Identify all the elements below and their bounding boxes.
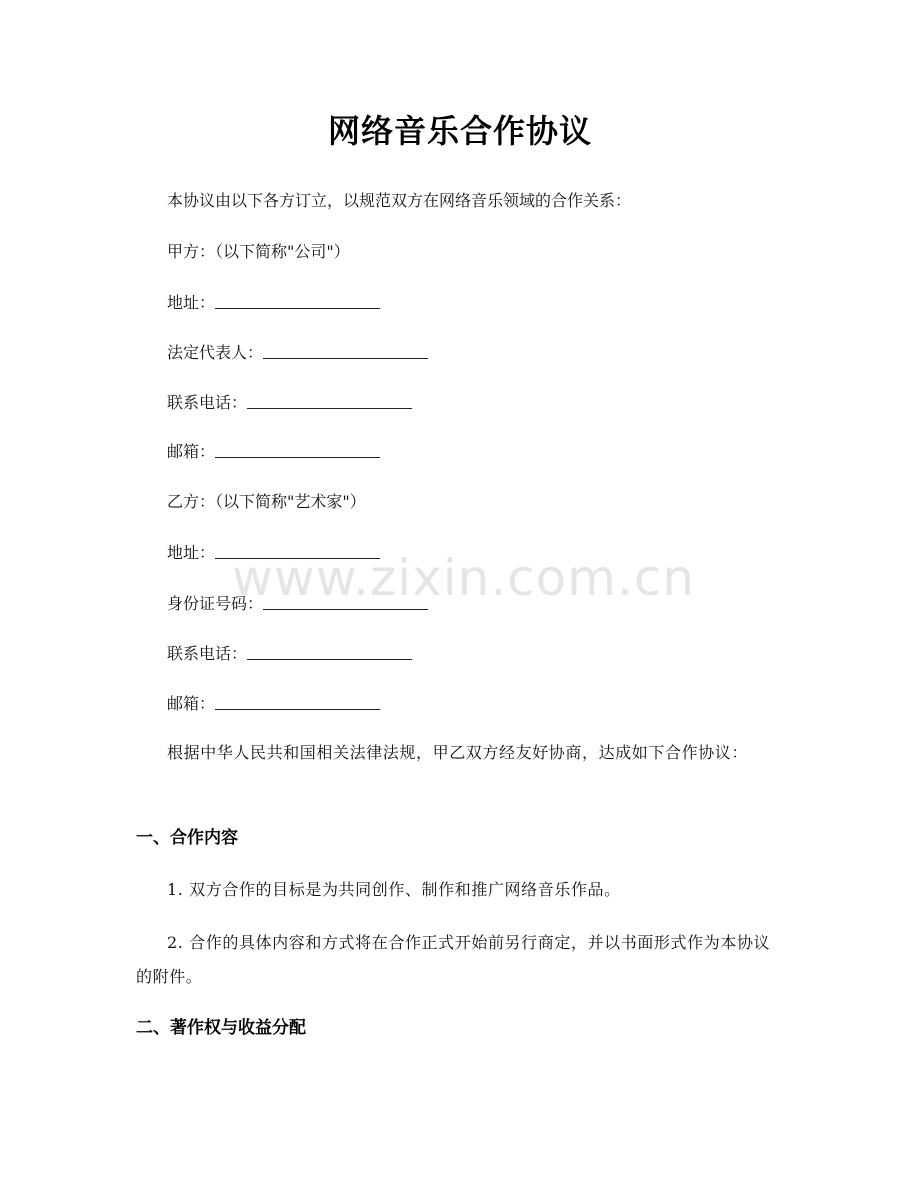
party-a-address-field (167, 291, 380, 315)
party-a-phone-label: 联系电话： (167, 393, 248, 412)
watermark-text: www.zixin.com.cn (232, 549, 696, 607)
party-b-id-label: 身份证号码： (167, 594, 264, 613)
party-b-email-field (167, 692, 380, 716)
document-title: 网络音乐合作协议 (327, 112, 592, 150)
party-b-phone-field (167, 642, 412, 666)
party-a-legal-rep-field (167, 341, 428, 365)
party-a-phone-blank (247, 392, 412, 409)
party-a-legal-rep-blank (263, 342, 428, 359)
party-a-label: 甲方：（以下简称"公司"） (167, 242, 350, 261)
preamble-text: 根据中华人民共和国相关法律法规，甲乙双方经友好协商，达成如下合作协议： (167, 743, 749, 762)
party-a-address-label: 地址： (167, 293, 216, 312)
section1-heading: 一、合作内容 (136, 828, 238, 848)
section1-item-2: 2. 合作的具体内容和方式将在合作正式开始前另行商定，并以书面形式作为本协议的附件。 (136, 933, 771, 986)
party-b-email-label: 邮箱： (167, 694, 216, 713)
intro-text: 本协议由以下各方订立，以规范双方在网络音乐领域的合作关系： (167, 191, 632, 210)
section2-heading: 二、著作权与收益分配 (136, 1018, 306, 1038)
party-a-email-blank (215, 441, 380, 458)
party-b-email-blank (215, 693, 380, 710)
party-a-phone-field (167, 391, 412, 415)
party-a-address-blank (215, 292, 380, 309)
party-a-email-field (167, 440, 380, 464)
party-b-phone-blank (247, 643, 412, 660)
party-a-email-label: 邮箱： (167, 442, 216, 461)
party-b-label: 乙方：（以下简称"艺术家"） (167, 492, 366, 511)
party-b-address-label: 地址： (167, 543, 216, 562)
party-a-legal-rep-label: 法定代表人： (167, 343, 264, 362)
section1-item-1: 1. 双方合作的目标是为共同创作、制作和推广网络音乐作品。 (167, 880, 621, 899)
party-b-phone-label: 联系电话： (167, 644, 248, 663)
